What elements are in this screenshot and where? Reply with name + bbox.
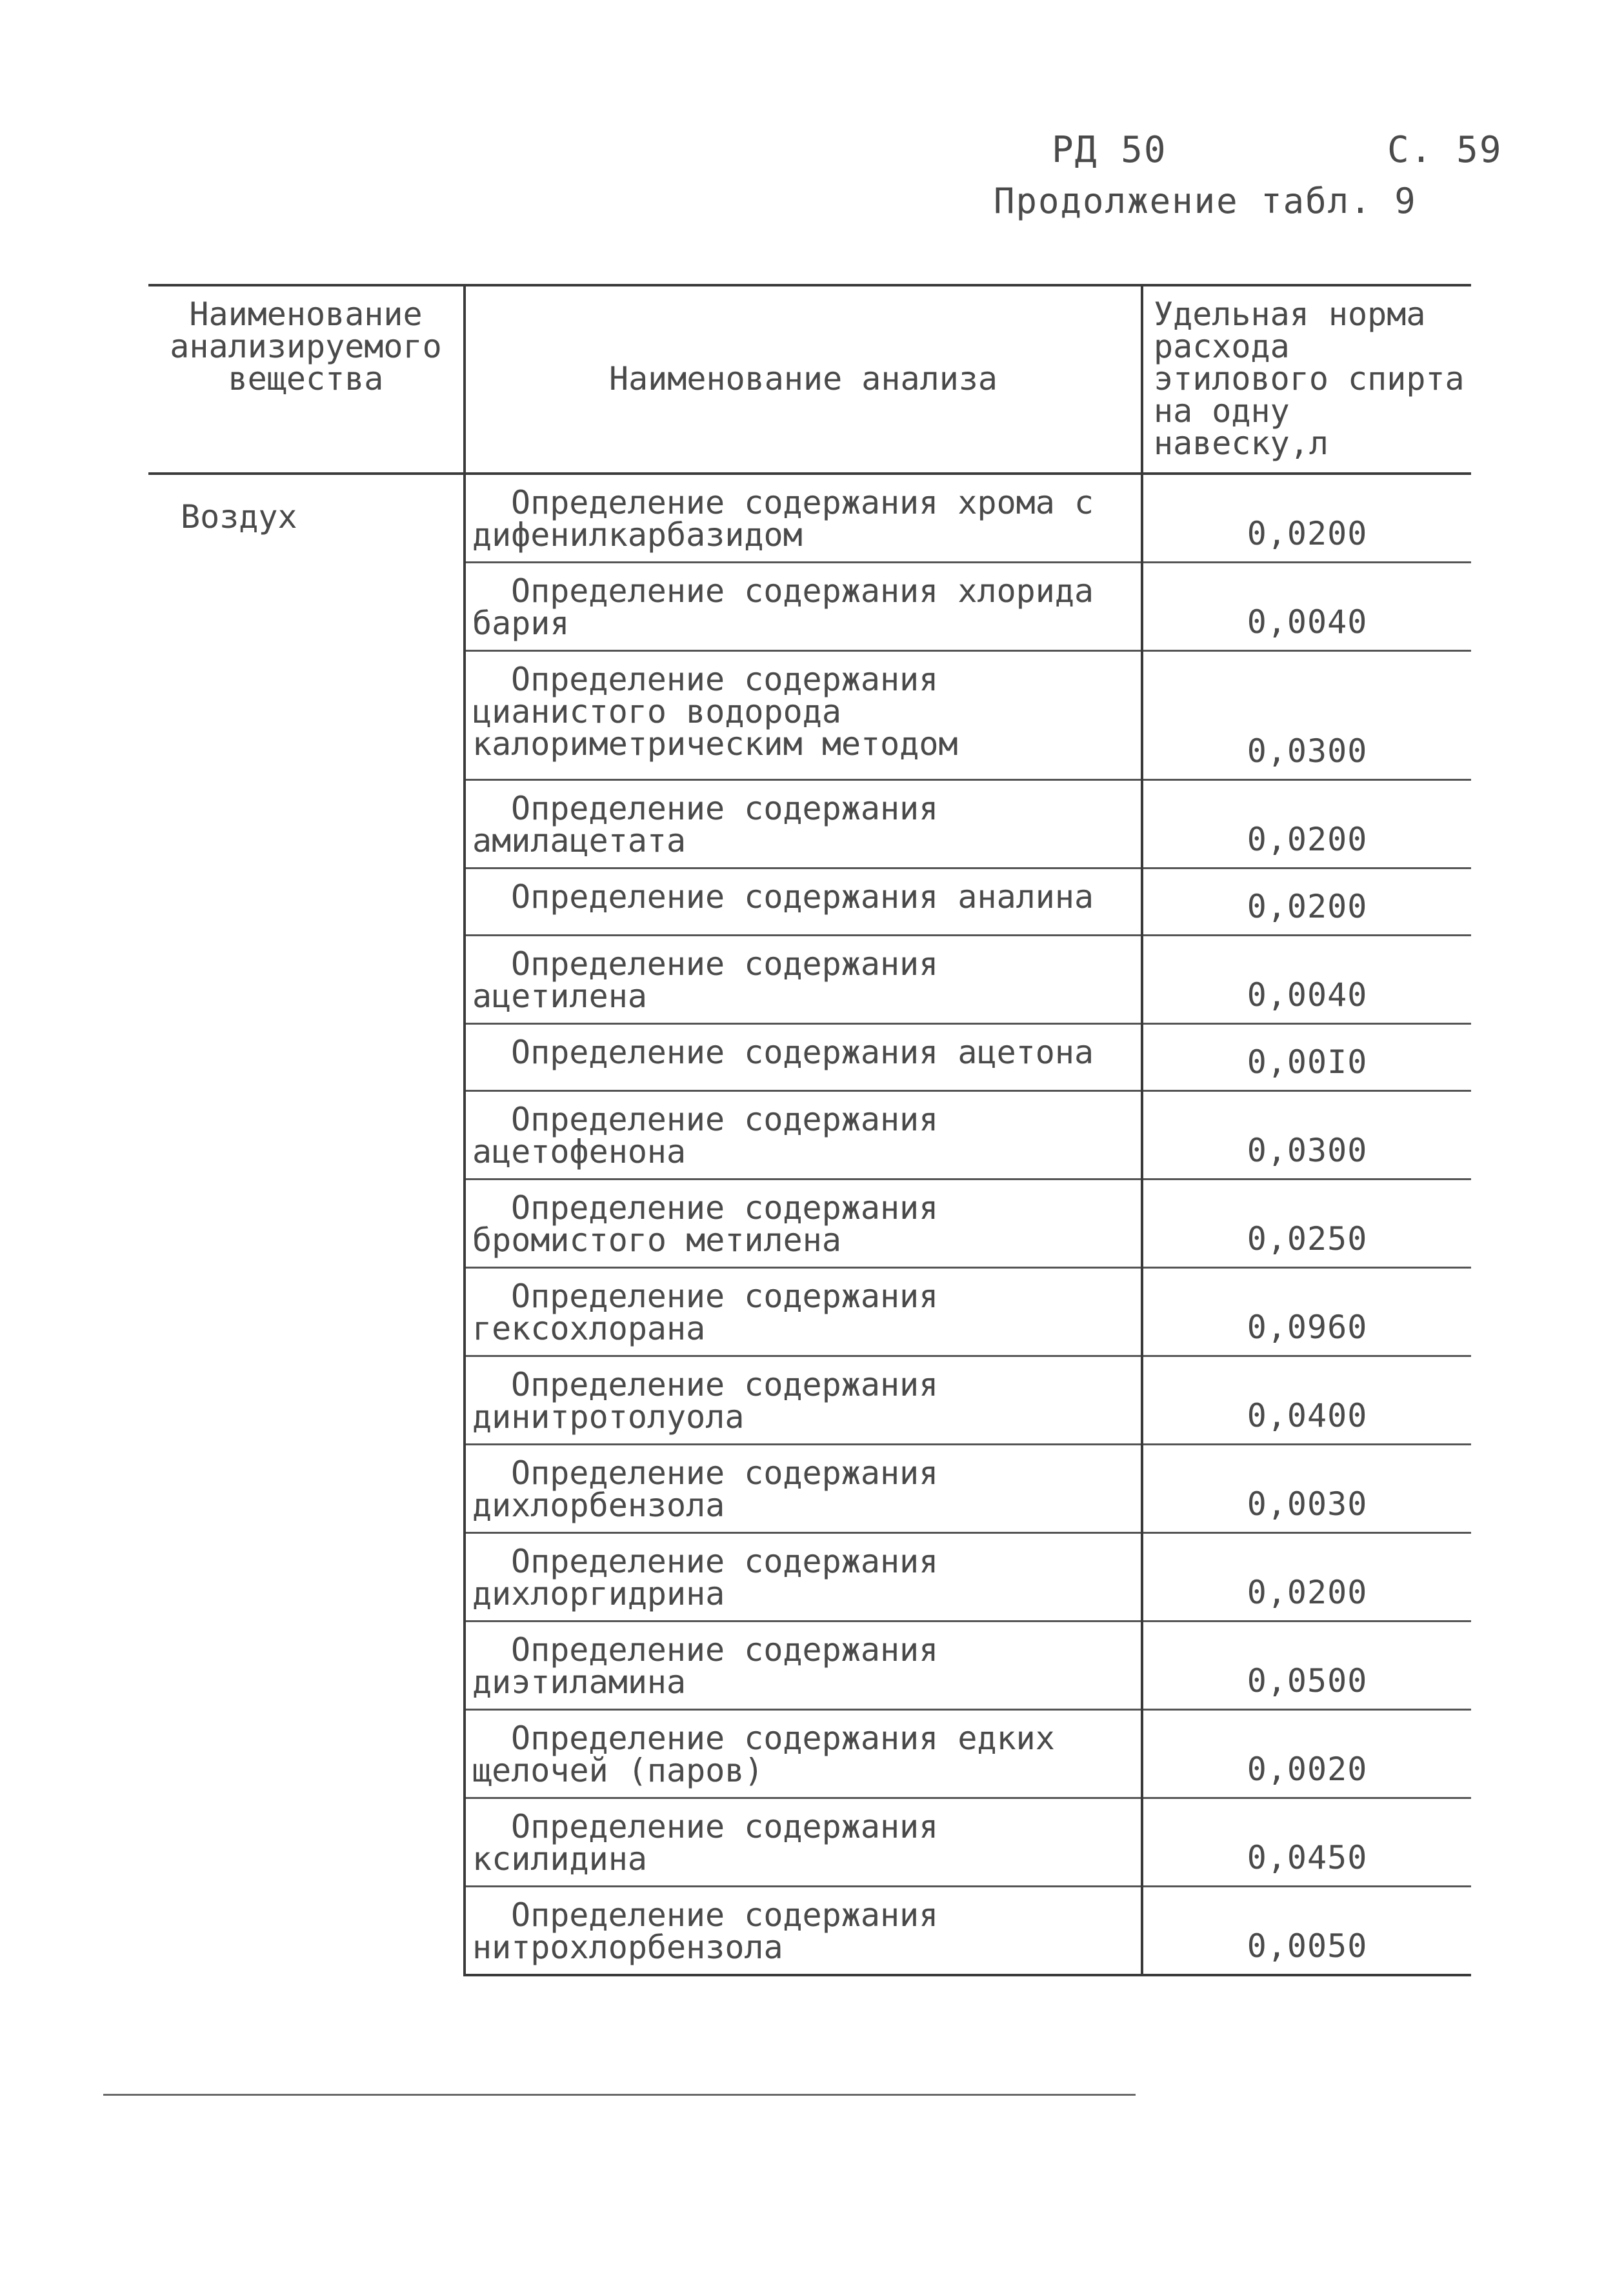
analysis-cell: Определение содержания бромистого метилена bbox=[465, 1180, 1142, 1268]
analysis-cell: Определение содержания ацетофенона bbox=[465, 1091, 1142, 1180]
norm-value-cell: 0,0450 bbox=[1142, 1798, 1471, 1887]
norm-value-cell: 0,0020 bbox=[1142, 1710, 1471, 1798]
analysis-cell: Определение содержания цианистого водорода калориметрическим методом bbox=[465, 651, 1142, 780]
column-header-substance: Наименование анализируемого вещества bbox=[148, 285, 465, 474]
norm-value-cell: 0,0400 bbox=[1142, 1356, 1471, 1445]
page-number: С. 59 bbox=[1387, 129, 1503, 171]
document-code: РД 50 bbox=[1052, 129, 1167, 171]
norm-value-cell: 0,0200 bbox=[1142, 1533, 1471, 1621]
analysis-cell: Определение содержания аналина bbox=[465, 868, 1142, 936]
norm-value-cell: 0,0250 bbox=[1142, 1180, 1471, 1268]
substance-cell: Воздух bbox=[148, 474, 465, 1975]
norm-value-cell: 0,0300 bbox=[1142, 1091, 1471, 1180]
norm-value-cell: 0,0040 bbox=[1142, 936, 1471, 1024]
table-continuation-title: Продолжение табл. 9 bbox=[994, 181, 1417, 221]
analysis-cell: Определение содержания дихлорбензола bbox=[465, 1445, 1142, 1533]
norm-value-cell: 0,0040 bbox=[1142, 563, 1471, 651]
norm-value-cell: 0,0960 bbox=[1142, 1268, 1471, 1356]
analysis-cell: Определение содержания динитротолуола bbox=[465, 1356, 1142, 1445]
norm-value-cell: 0,0500 bbox=[1142, 1621, 1471, 1710]
analysis-cell: Определение содержания гексохлорана bbox=[465, 1268, 1142, 1356]
bottom-rule bbox=[103, 2094, 1136, 2096]
table-row bbox=[148, 474, 1471, 563]
analysis-cell: Определение содержания хрома с дифенилкарбазидом bbox=[465, 474, 1142, 563]
analysis-cell: Определение содержания нитрохлорбензола bbox=[465, 1887, 1142, 1976]
analysis-cell: Определение содержания ксилидина bbox=[465, 1798, 1142, 1887]
analysis-cell: Определение содержания едких щелочей (паров) bbox=[465, 1710, 1142, 1798]
column-header-norm: Удельная норма расхода этилового спирта на одну навеску,л bbox=[1142, 285, 1471, 474]
norm-value-cell: 0,0200 bbox=[1142, 780, 1471, 868]
analysis-cell: Определение содержания дихлоргидрина bbox=[465, 1533, 1142, 1621]
analysis-cell: Определение содержания ацетилена bbox=[465, 936, 1142, 1024]
norm-value-cell: 0,0200 bbox=[1142, 868, 1471, 936]
analysis-cell: Определение содержания амилацетата bbox=[465, 780, 1142, 868]
norm-value-cell: 0,0050 bbox=[1142, 1887, 1471, 1976]
norm-value-cell: 0,0030 bbox=[1142, 1445, 1471, 1533]
table-header-row bbox=[148, 285, 1471, 474]
analysis-cell: Определение содержания хлорида бария bbox=[465, 563, 1142, 651]
alcohol-norms-table bbox=[148, 284, 1471, 1976]
analysis-cell: Определение содержания ацетона bbox=[465, 1024, 1142, 1091]
norm-value-cell: 0,0300 bbox=[1142, 651, 1471, 780]
column-header-analysis: Наименование анализа bbox=[465, 285, 1142, 474]
norm-value-cell: 0,0200 bbox=[1142, 474, 1471, 563]
norm-value-cell: 0,00I0 bbox=[1142, 1024, 1471, 1091]
analysis-cell: Определение содержания диэтиламина bbox=[465, 1621, 1142, 1710]
